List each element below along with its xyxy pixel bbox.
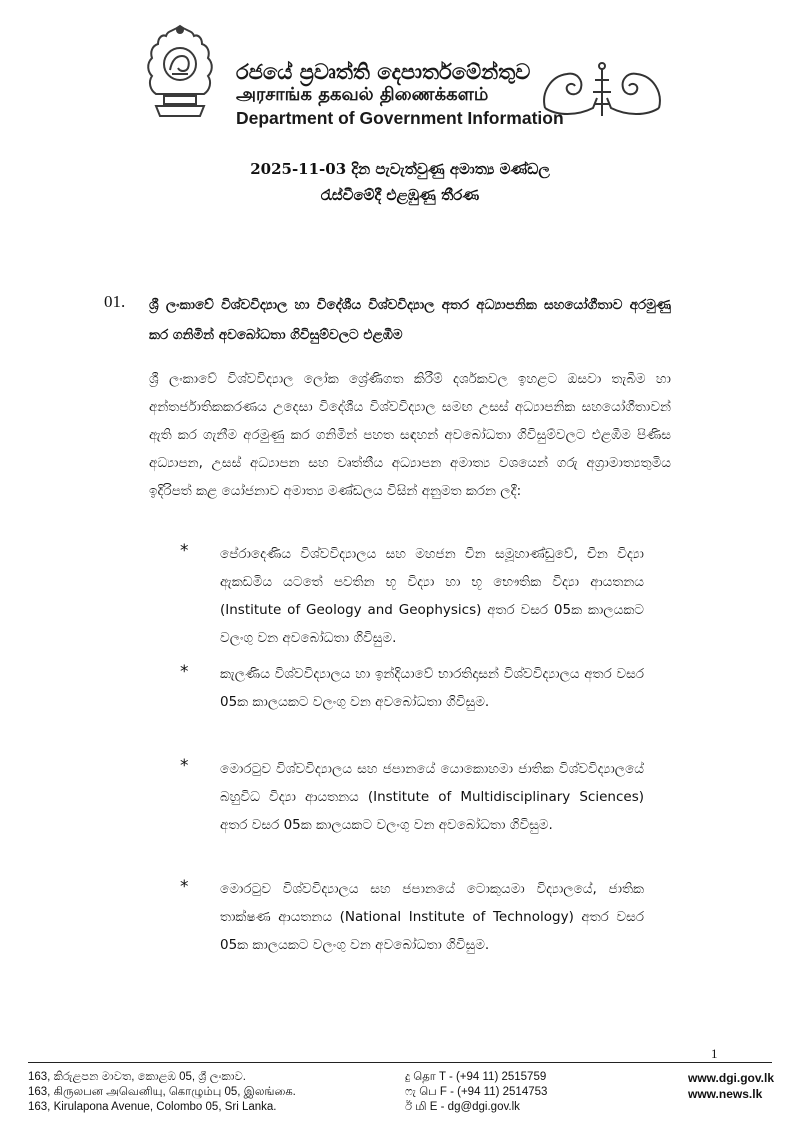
document-title-line1: 2025-11-03 දින පැවැත්වුණු අමාත්‍ය මණ්ඩල — [250, 160, 550, 178]
bullet-marker: * — [180, 877, 189, 897]
page-number: 1 — [711, 1046, 718, 1061]
section-heading: ශ්‍රී ලංකාවේ විශ්වවිද්‍යාල හා විදේශීය විශ්වවිද්‍යාල අතර අධ්‍යාපනික සහයෝගීතාව අරමුණු කර ගනිමින් අවබෝධතා ගිවිසුම්වලට එළඹීම — [149, 297, 671, 343]
bullet-marker: * — [180, 541, 189, 561]
org-name-tamil: அரசாங்க தகவல் திணைக்களம் — [236, 84, 489, 105]
footer-divider — [28, 1062, 772, 1063]
section-number: 01. — [104, 292, 126, 311]
footer-address-english: 163, Kirulapona Avenue, Colombo 05, Sri Lanka. — [28, 1101, 277, 1113]
org-name-english: Department of Government Information — [236, 108, 564, 128]
bullet-marker: * — [180, 756, 189, 776]
footer-fax: ෆැ பெ F - (+94 11) 2514753 — [405, 1086, 548, 1098]
footer-address-sinhala: 163, කිරුළපන මාවත, කොළඹ 05, ශ්‍රී ලංකාව. — [28, 1071, 246, 1083]
footer-address-tamil: 163, கிருலபன அவெனியு, கொழும்பு 05, இலங்கை. — [28, 1086, 296, 1098]
section-paragraph: ශ්‍රී ලංකාවේ විශ්වවිද්‍යාල ලෝක ශ්‍රේණිගත කිරීම් දර්ශකවල ඉහළට ඔසවා තැබීම හා අන්තර්ජාතිකකරණය උදෙසා විදේශීය විශ්වවිද්‍යාල සමඟ උසස් අධ්‍යාපනික සහයෝගීතාවන් ඇති කර ගැනීම අරමුණු කර ගනිමින් පහත සඳහන් අවබෝධතා ගිවිසුම්වලට එළඹීම පිණිස අධ්‍යාපන, උසස් අධ්‍යාපන සහ වෘත්තීය අධ්‍යාපන අමාත්‍ය වශයෙන් ගරු අග්‍රාමාත්‍යතුමිය ඉදිරිපත් කළ යෝජනාව අමාත්‍ය මණ්ඩලය විසින් අනුමත කරන ලදී: — [149, 371, 671, 499]
footer-email[interactable]: ඊ மி E - dg@dgi.gov.lk — [405, 1101, 520, 1113]
sri-lanka-emblem-icon — [142, 22, 218, 122]
org-name-sinhala: රජයේ ප්‍රවෘත්ති දෙපාර්තමේන්තුව — [236, 60, 531, 84]
footer-website-dgi[interactable]: www.dgi.gov.lk — [688, 1071, 775, 1085]
footer-website-news[interactable]: www.news.lk — [688, 1087, 763, 1101]
bullet-item-2: කැලණිය විශ්වවිද්‍යාලය හා ඉන්දියාවේ භාරතිදාසන් විශ්වවිද්‍යාලය අතර වසර 05ක කාලයකට වලංගු වන අවබෝධතා ගිවිසුම. — [220, 666, 644, 710]
decorative-swan-motif-icon — [537, 58, 667, 122]
bullet-marker: * — [180, 662, 189, 682]
bullet-item-1: පේරාදෙණිය විශ්වවිද්‍යාලය සහ මහජන චීන සමූහාණ්ඩුවේ, චීන විද්‍යා ඇකඩමිය යටතේ පවතින භූ විද්‍යා හා භූ භෞතික විද්‍යා ආයතනය (Institute of Geology and Geophysics) අතර වසර 05ක කාලයකට වලංගු වන අවබෝධතා ගිවිසුම. — [220, 546, 644, 646]
bullet-item-3: මොරටුව විශ්වවිද්‍යාලය සහ ජපානයේ යොකොහමා ජාතික විශ්වවිද්‍යාලයේ බහුවිධ විද්‍යා ආයතනය (Institute of Multidisciplinary Sciences) අතර වසර 05ක කාලයකට වලංගු වන අවබෝධතා ගිවිසුම. — [220, 761, 644, 833]
document-title-line2: රැස්වීමේදී එළඹුණු තීරණ — [320, 186, 480, 204]
footer-phone: දු தொ T - (+94 11) 2515759 — [405, 1071, 547, 1083]
bullet-item-4: මොරටුව විශ්වවිද්‍යාලය සහ ජපානයේ ටොකුයමා විද්‍යාලයේ, ජාතික තාක්ෂණ ආයතනය (National Institute of Technology) අතර වසර 05ක කාලයකට වලංගු වන අවබෝධතා ගිවිසුම. — [220, 881, 644, 953]
